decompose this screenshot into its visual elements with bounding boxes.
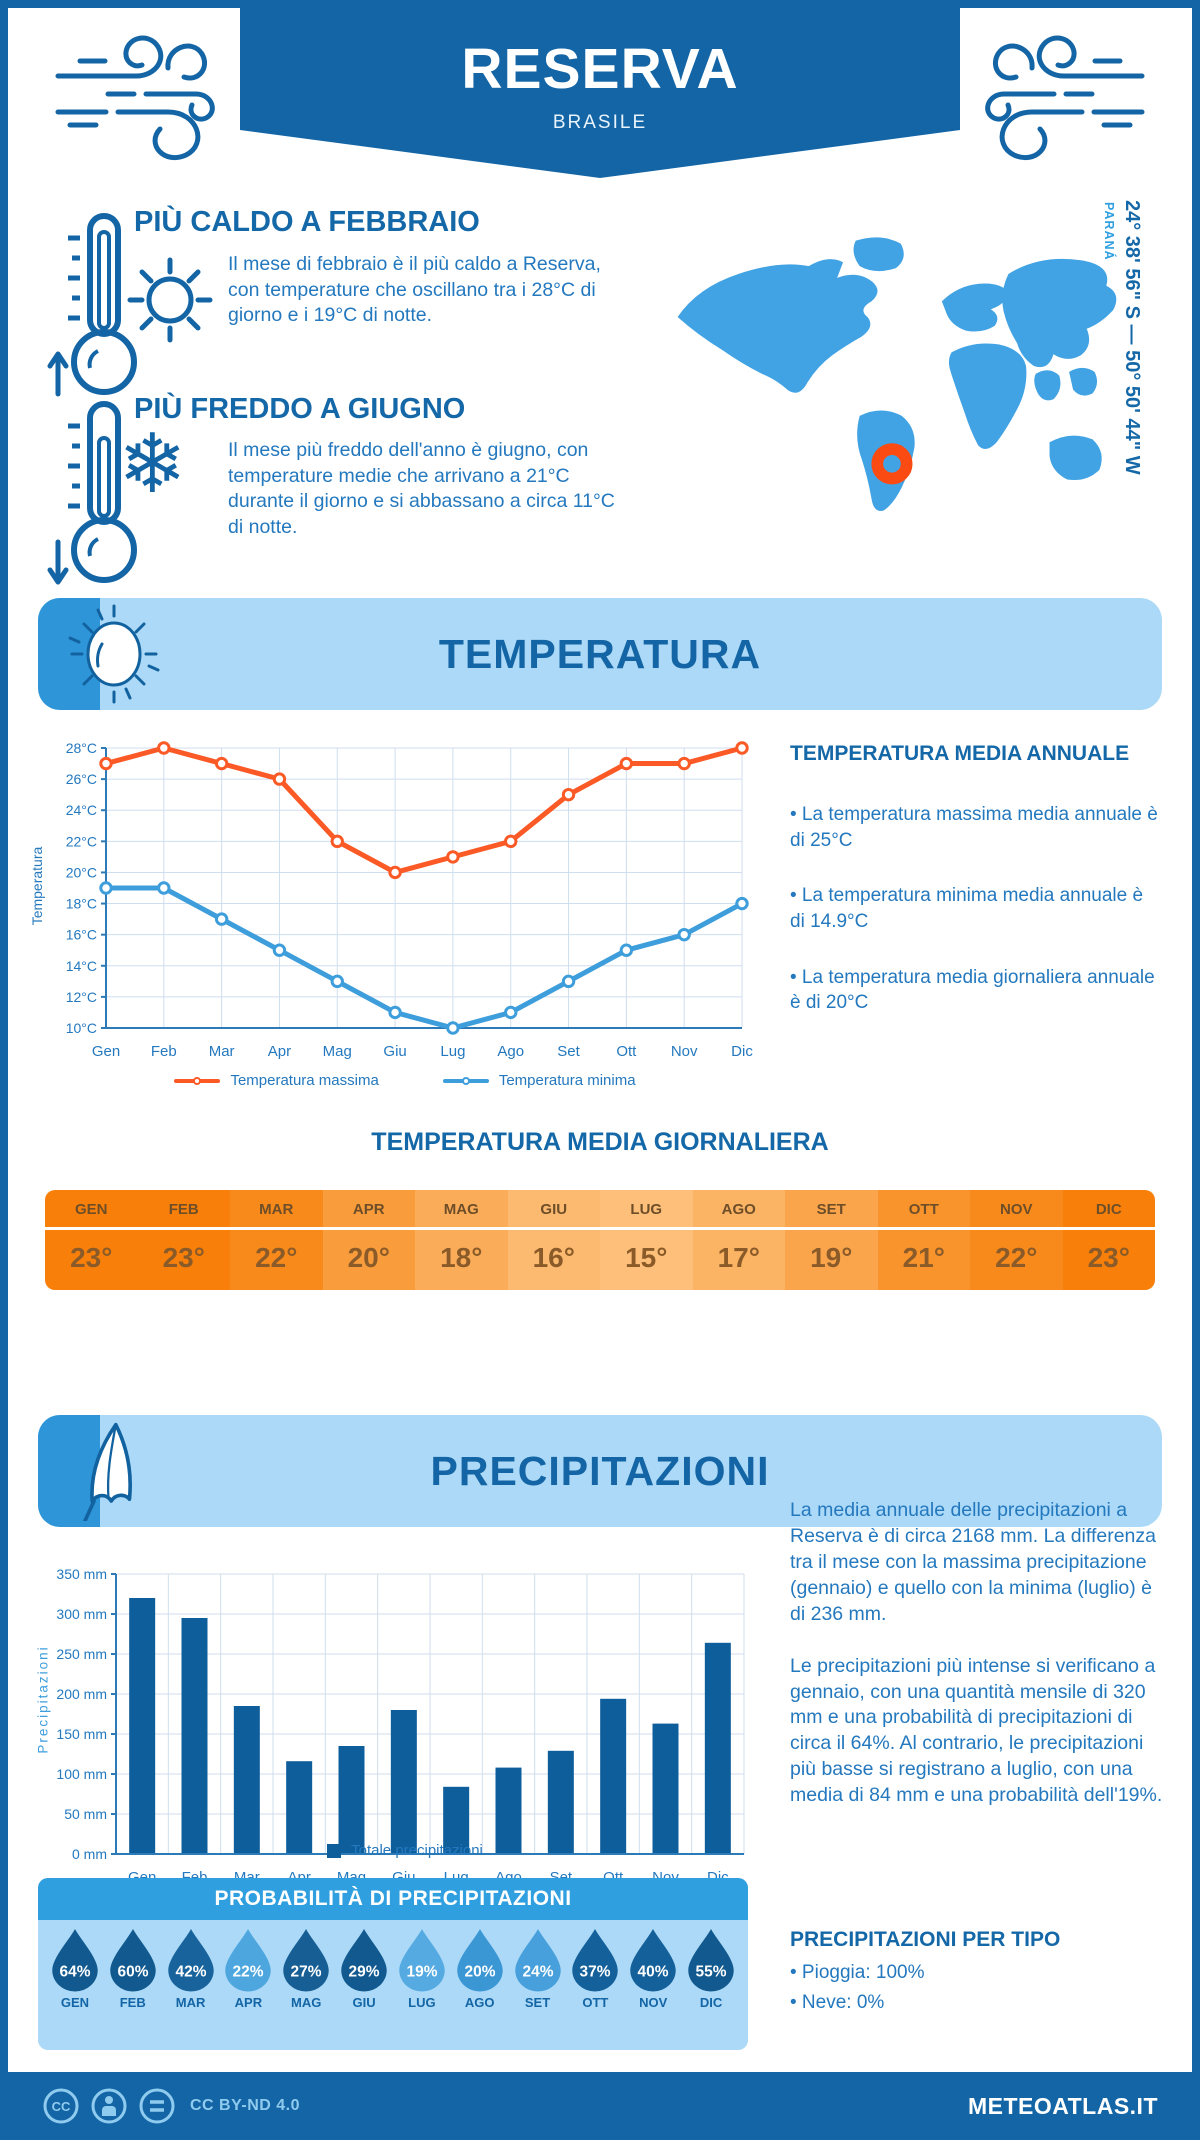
- cc-icon: [42, 2087, 80, 2125]
- svg-text:150 mm: 150 mm: [56, 1726, 107, 1742]
- svg-text:Mar: Mar: [208, 1043, 235, 1060]
- drop-month-label: DIC: [699, 1995, 723, 2010]
- daily-temp-cell-dic: [1063, 1190, 1156, 1290]
- daily-temp-cell-ott: [878, 1190, 971, 1290]
- temp-value: 23°: [1087, 1242, 1130, 1273]
- svg-text:64%: 64%: [59, 1963, 91, 1981]
- drop-month-label: AGO: [464, 1995, 495, 2010]
- svg-text:26°C: 26°C: [65, 771, 97, 788]
- month-label: AGO: [693, 1190, 786, 1230]
- legend-max-marker: [174, 1079, 220, 1083]
- annual-temp-bullets: [790, 802, 1162, 1016]
- drop-month-label: FEB: [119, 1995, 146, 2010]
- svg-text:40%: 40%: [637, 1963, 669, 1981]
- probability-heading: PROBABILITÀ DI PRECIPITAZIONI: [38, 1878, 748, 1920]
- map-coordinates: [1102, 200, 1143, 530]
- annual-bullet: • La temperatura minima media annuale è di 14.9°C: [790, 885, 1144, 932]
- probability-drop-lug: [393, 1928, 451, 2010]
- temp-value: 22°: [255, 1242, 298, 1273]
- svg-text:42%: 42%: [175, 1963, 207, 1981]
- world-map: [660, 205, 1120, 523]
- annual-bullet: • La temperatura media giornaliera annuale è di 20°C: [790, 966, 1155, 1014]
- precip-type-heading: PRECIPITAZIONI PER TIPO: [790, 1928, 1061, 1951]
- daily-temp-table: [45, 1190, 1155, 1290]
- cc-nd-icon: [138, 2087, 176, 2125]
- precipitation-paragraph: La media annuale delle precipitazioni a Reserva è di circa 2168 mm. La differenza tra il mese con la massima precipitazione (gennaio) e quello con la minima (luglio) è di 236 mm.: [790, 1499, 1156, 1625]
- month-label: MAR: [230, 1190, 323, 1230]
- raindrop-icon: [341, 1928, 387, 1992]
- daily-temp-cell-gen: [45, 1190, 138, 1290]
- svg-text:10°C: 10°C: [65, 1020, 97, 1036]
- svg-text:50 mm: 50 mm: [64, 1806, 107, 1822]
- probability-drops: [38, 1920, 748, 2010]
- probability-drop-ago: [451, 1928, 509, 2010]
- temp-value: 22°: [995, 1242, 1038, 1273]
- raindrop-icon: [110, 1928, 156, 1992]
- svg-text:16°C: 16°C: [65, 926, 97, 943]
- drop-month-label: NOV: [639, 1995, 668, 2010]
- temperature-banner-title: TEMPERATURA: [438, 631, 762, 677]
- raindrop-icon: [630, 1928, 676, 1992]
- svg-text:19%: 19%: [406, 1963, 438, 1981]
- precipitation-paragraph: Le precipitazioni più intense si verificano a gennaio, con una quantità mensile di 320 mm e una probabilità di precipitazioni di circa il 64%. Al contrario, le precipitazioni più basse si registrano a luglio, con una media di 84 mm e una probabilità dell'19%.: [790, 1654, 1163, 1807]
- bar-chart-legend: [55, 1842, 755, 1859]
- precipitation-text: [790, 1498, 1170, 1809]
- temp-value: 16°: [532, 1242, 575, 1273]
- coordinates-text: 24° 38' 56" S — 50° 50' 44" W: [1121, 200, 1143, 475]
- probability-drop-mag: [277, 1928, 335, 2010]
- probability-drop-mar: [162, 1928, 220, 2010]
- temp-value: 23°: [70, 1242, 113, 1273]
- temp-value: 18°: [440, 1242, 483, 1273]
- svg-text:55%: 55%: [695, 1963, 727, 1981]
- legend-bar-swatch: [327, 1844, 341, 1858]
- daily-temp-cell-nov: [970, 1190, 1063, 1290]
- svg-text:250 mm: 250 mm: [56, 1646, 107, 1662]
- temperature-line-chart: [52, 732, 757, 1070]
- daily-temp-cell-apr: [323, 1190, 416, 1290]
- temp-value: 20°: [347, 1242, 390, 1273]
- probability-drop-set: [509, 1928, 567, 2010]
- svg-text:Mag: Mag: [322, 1043, 352, 1060]
- month-label: NOV: [970, 1190, 1063, 1230]
- probability-drop-ott: [566, 1928, 624, 2010]
- svg-text:Dic: Dic: [731, 1043, 753, 1060]
- svg-text:Nov: Nov: [670, 1043, 698, 1060]
- svg-text:14°C: 14°C: [65, 957, 97, 974]
- probability-drop-feb: [104, 1928, 162, 2010]
- precip-type-bullet: • Pioggia: 100%: [790, 1962, 925, 1983]
- raindrop-icon: [457, 1928, 503, 1992]
- probability-drop-gen: [46, 1928, 104, 2010]
- drop-month-label: APR: [234, 1995, 263, 2010]
- probability-panel: [38, 1878, 748, 2050]
- svg-text:60%: 60%: [117, 1963, 149, 1981]
- svg-text:24°C: 24°C: [65, 802, 97, 819]
- daily-temp-cell-ago: [693, 1190, 786, 1290]
- svg-text:29%: 29%: [348, 1963, 380, 1981]
- raindrop-icon: [52, 1928, 98, 1992]
- temperature-section-banner: [38, 598, 1162, 710]
- precipitation-banner-title: PRECIPITAZIONI: [430, 1448, 770, 1494]
- svg-text:22°C: 22°C: [65, 833, 97, 850]
- footer: [0, 2072, 1200, 2140]
- cc-by-person-icon: [90, 2087, 128, 2125]
- legend-item-max: [174, 1072, 378, 1089]
- svg-text:Lug: Lug: [440, 1043, 466, 1060]
- probability-drop-apr: [219, 1928, 277, 2010]
- wind-icon: [50, 24, 220, 164]
- warm-text: Il mese di febbraio è il più caldo a Reserva, con temperature che oscillano tra i 28°C di giorno e i 19°C di notte.: [228, 253, 601, 327]
- precip-type-bullet: • Neve: 0%: [790, 1992, 885, 2013]
- drop-month-label: MAG: [291, 1995, 322, 2010]
- month-label: APR: [323, 1190, 416, 1230]
- svg-text:300 mm: 300 mm: [56, 1606, 107, 1622]
- snowflake-icon: ❄: [118, 419, 187, 510]
- month-label: DIC: [1063, 1190, 1156, 1230]
- temp-value: 21°: [902, 1242, 945, 1273]
- svg-text:28°C: 28°C: [65, 740, 97, 756]
- daily-temp-cell-feb: [138, 1190, 231, 1290]
- annual-temp-heading: TEMPERATURA MEDIA ANNUALE: [790, 742, 1130, 765]
- svg-text:20%: 20%: [464, 1963, 496, 1981]
- month-label: SET: [785, 1190, 878, 1230]
- raindrop-icon: [399, 1928, 445, 1992]
- sun-icon: [120, 250, 220, 350]
- daily-temp-cell-set: [785, 1190, 878, 1290]
- brand-logo: METEOATLAS.IT: [967, 2092, 1158, 2119]
- line-chart-ylabel: Temperatura: [29, 846, 45, 926]
- svg-text:350 mm: 350 mm: [56, 1566, 107, 1582]
- raindrop-icon: [283, 1928, 329, 1992]
- svg-text:Ott: Ott: [616, 1043, 637, 1060]
- cold-text: Il mese più freddo dell'anno è giugno, con temperature medie che arrivano a 21°C durante il giorno e si abbassano a circa 11°C di notte.: [228, 439, 615, 539]
- precip-type-bullets: [790, 1962, 924, 2014]
- svg-text:200 mm: 200 mm: [56, 1686, 107, 1702]
- svg-text:Feb: Feb: [150, 1043, 177, 1060]
- legend-item-min: [443, 1072, 636, 1089]
- warm-heading: PIÙ CALDO A FEBBRAIO: [134, 206, 480, 238]
- probability-drop-giu: [335, 1928, 393, 2010]
- bar-chart-ylabel: Precipitazioni: [35, 1645, 51, 1754]
- drop-month-label: SET: [524, 1995, 551, 2010]
- daily-temp-cell-mar: [230, 1190, 323, 1290]
- legend-min-label: Temperatura minima: [498, 1072, 636, 1089]
- temp-value: 17°: [717, 1242, 760, 1273]
- probability-drop-dic: [682, 1928, 740, 2010]
- legend-min-marker: [443, 1079, 489, 1083]
- drop-month-label: GIU: [352, 1995, 376, 2010]
- svg-text:Giu: Giu: [383, 1043, 407, 1060]
- svg-text:CC: CC: [51, 2099, 71, 2114]
- month-label: LUG: [600, 1190, 693, 1230]
- line-chart-legend: [55, 1072, 755, 1089]
- svg-text:Ago: Ago: [497, 1043, 525, 1060]
- svg-text:24%: 24%: [522, 1963, 554, 1981]
- month-label: GEN: [45, 1190, 138, 1230]
- daily-temp-cell-giu: [508, 1190, 601, 1290]
- raindrop-icon: [168, 1928, 214, 1992]
- temp-value: 15°: [625, 1242, 668, 1273]
- month-label: OTT: [878, 1190, 971, 1230]
- svg-text:Apr: Apr: [267, 1043, 292, 1060]
- temp-value: 19°: [810, 1242, 853, 1273]
- raindrop-icon: [572, 1928, 618, 1992]
- raindrop-icon: [515, 1928, 561, 1992]
- svg-text:22%: 22%: [232, 1963, 264, 1981]
- svg-text:100 mm: 100 mm: [56, 1766, 107, 1782]
- daily-temp-cell-lug: [600, 1190, 693, 1290]
- month-label: FEB: [138, 1190, 231, 1230]
- temp-value: 23°: [162, 1242, 205, 1273]
- drop-month-label: LUG: [408, 1995, 436, 2010]
- svg-text:20°C: 20°C: [65, 864, 97, 881]
- license-label: CC BY-ND 4.0: [190, 2097, 301, 2114]
- drop-month-label: MAR: [175, 1995, 206, 2010]
- svg-text:27%: 27%: [290, 1963, 322, 1981]
- raindrop-icon: [225, 1928, 271, 1992]
- region-text: PARANÁ: [1102, 202, 1116, 261]
- svg-text:Gen: Gen: [91, 1043, 121, 1060]
- month-label: MAG: [415, 1190, 508, 1230]
- svg-text:18°C: 18°C: [65, 895, 97, 912]
- page-subtitle: BRASILE: [552, 112, 648, 133]
- annual-bullet: • La temperatura massima media annuale è di 25°C: [790, 804, 1158, 851]
- daily-temp-cell-mag: [415, 1190, 508, 1290]
- daily-temp-heading: TEMPERATURA MEDIA GIORNALIERA: [371, 1128, 829, 1156]
- svg-text:12°C: 12°C: [65, 988, 97, 1005]
- legend-max-label: Temperatura massima: [230, 1072, 379, 1089]
- raindrop-icon: [688, 1928, 734, 1992]
- drop-month-label: OTT: [582, 1995, 609, 2010]
- month-label: GIU: [508, 1190, 601, 1230]
- probability-drop-nov: [624, 1928, 682, 2010]
- svg-text:0 mm: 0 mm: [72, 1846, 107, 1862]
- page-title: RESERVA: [461, 37, 739, 101]
- svg-text:37%: 37%: [579, 1963, 611, 1981]
- cold-heading: PIÙ FREDDO A GIUGNO: [134, 393, 466, 425]
- wind-icon: [980, 24, 1150, 164]
- svg-text:Set: Set: [557, 1043, 580, 1060]
- cc-license-icons: [42, 2087, 176, 2125]
- drop-month-label: GEN: [60, 1995, 89, 2010]
- legend-bar-label: Totale precipitazioni: [351, 1842, 483, 1859]
